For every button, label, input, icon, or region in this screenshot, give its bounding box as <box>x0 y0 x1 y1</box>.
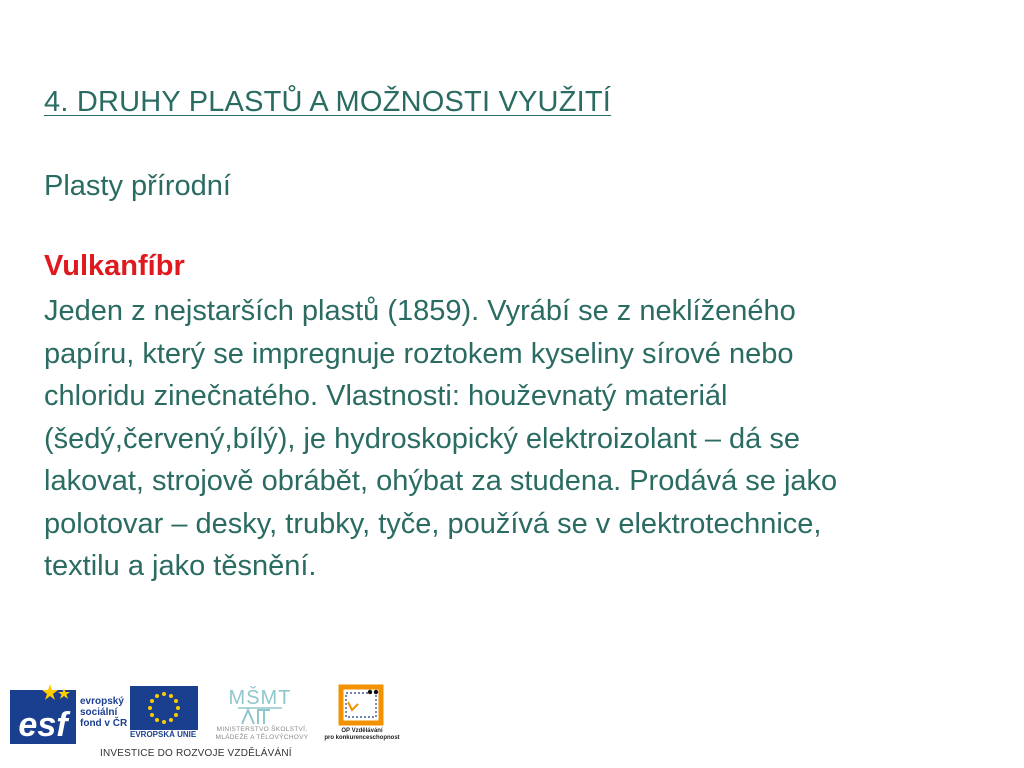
investment-caption: INVESTICE DO ROZVOJE VZDĚLÁVÁNÍ <box>100 748 292 759</box>
eu-flag <box>130 686 198 730</box>
term-heading: Vulkanfíbr <box>44 250 185 282</box>
msmt-logo <box>228 684 292 726</box>
esf-caption: evropský sociální fond v ČR <box>80 696 128 729</box>
op-caption: OP Vzdělávání pro konkurenceschopnost <box>324 728 400 741</box>
logo-strip <box>0 670 420 768</box>
subheading: Plasty přírodní <box>44 170 231 202</box>
body-paragraph <box>44 290 1004 588</box>
body-line: textilu a jako těsnění. <box>44 550 317 582</box>
slide-title: 4. DRUHY PLASTŮ A MOŽNOSTI VYUŽITÍ <box>44 86 612 118</box>
body-line: chloridu zinečnatého. Vlastnosti: houževnatý materiál <box>44 380 728 412</box>
msmt-caption: MINISTERSTVO ŠKOLSTVÍ, MLÁDEŽE A TĚLOVÝCHOVY <box>215 726 309 741</box>
msmt-logo-text: MŠMT <box>228 687 292 709</box>
body-line: papíru, který se impregnuje roztokem kyseliny sírové nebo <box>44 337 794 370</box>
op-logo <box>338 684 386 728</box>
body-line: (šedý,červený,bílý), je hydroskopický elektroizolant – dá se <box>44 422 800 455</box>
body-line: polotovar – desky, trubky, tyče, používá se v elektrotechnice, <box>44 507 822 540</box>
eu-caption: EVROPSKÁ UNIE <box>130 730 197 739</box>
esf-logo-text: esf <box>18 706 68 744</box>
body-line: lakovat, strojově obrábět, ohýbat za studena. Prodává se jako <box>44 465 838 497</box>
esf-logo <box>10 684 76 744</box>
body-line: Jeden z nejstarších plastů (1859). Vyrábí se z neklíženého <box>44 295 796 327</box>
